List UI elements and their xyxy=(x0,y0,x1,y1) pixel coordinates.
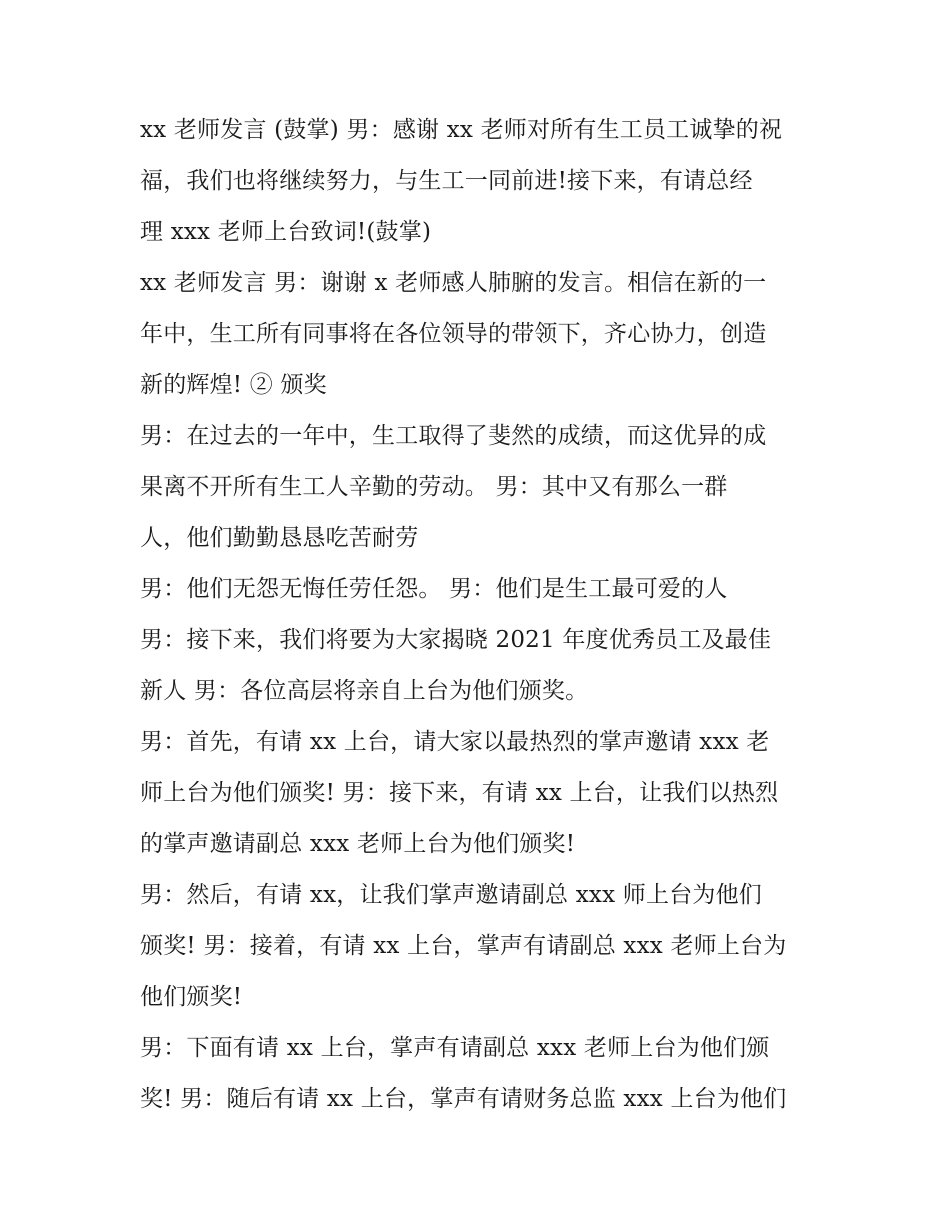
text-line: 男：他们无怨无悔任劳任怨。 男：他们是生工最可爱的人 xyxy=(140,576,728,602)
text-line: 的掌声邀请副总 xxx 老师上台为他们颁奖! xyxy=(140,831,576,857)
text-line: 男：然后，有请 xx，让我们掌声邀请副总 xxx 师上台为他们 xyxy=(140,882,762,908)
text-line: 新的辉煌! ② 颁奖 xyxy=(140,372,327,398)
text-line: 果离不开所有生工人辛勤的劳动。 男：其中又有那么一群 xyxy=(140,474,728,500)
text-line: 福，我们也将继续努力，与生工一同前进!接下来，有请总经 xyxy=(140,168,753,194)
text-line: 新人 男：各位高层将亲自上台为他们颁奖。 xyxy=(140,678,589,704)
text-line: xx 老师发言 (鼓掌) 男：感谢 xx 老师对所有生工员工诚挚的祝 xyxy=(140,117,783,143)
text-line: 他们颁奖! xyxy=(140,984,243,1010)
text-line: 颁奖! 男：接着，有请 xx 上台，掌声有请副总 xxx 老师上台为 xyxy=(140,933,787,959)
text-line: 男：下面有请 xx 上台，掌声有请副总 xxx 老师上台为他们颁 xyxy=(140,1035,770,1061)
text-line: 男：在过去的一年中，生工取得了斐然的成绩，而这优异的成 xyxy=(140,423,767,449)
text-line: 人，他们勤勤恳恳吃苦耐劳 xyxy=(140,525,419,551)
text-line: 理 xxx 老师上台致词!(鼓掌) xyxy=(140,219,432,245)
text-line: 师上台为他们颁奖! 男：接下来，有请 xx 上台，让我们以热烈 xyxy=(140,780,779,806)
text-line: xx 老师发言 男：谢谢 x 老师感人肺腑的发言。相信在新的一 xyxy=(140,270,767,296)
document-body xyxy=(140,105,820,1125)
text-line: 男：首先，有请 xx 上台，请大家以最热烈的掌声邀请 xxx 老 xyxy=(140,729,770,755)
text-line: 奖! 男：随后有请 xx 上台，掌声有请财务总监 xxx 上台为他们 xyxy=(140,1086,787,1112)
text-line: 年中，生工所有同事将在各位领导的带领下，齐心协力，创造 xyxy=(140,321,767,347)
text-line: 男：接下来，我们将要为大家揭晓 2021 年度优秀员工及最佳 xyxy=(140,627,772,653)
